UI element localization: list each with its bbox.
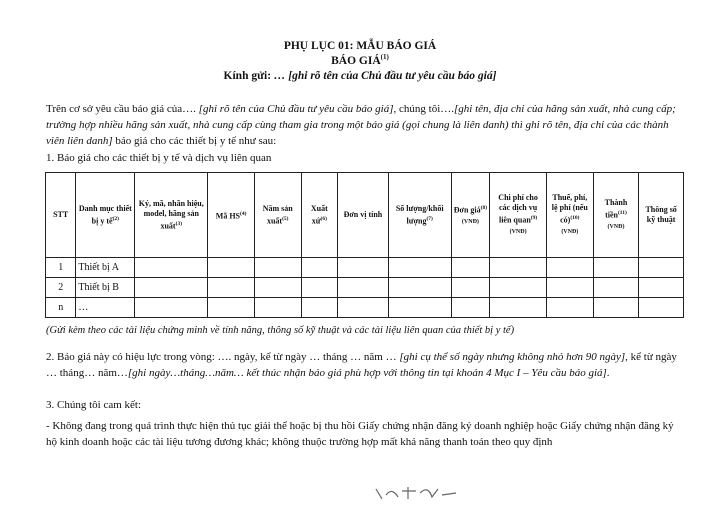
- empty-cell: [135, 278, 208, 298]
- header-label: Danh mục thiết bị y tế: [78, 203, 132, 226]
- table-row: [46, 298, 684, 318]
- empty-cell: [135, 258, 208, 278]
- row-stt: n: [46, 298, 76, 318]
- row-device-name: Thiết bị B: [76, 278, 135, 298]
- header-label: Thông số kỹ thuật: [645, 205, 677, 224]
- header-note: (6): [320, 215, 327, 222]
- empty-cell: [490, 258, 547, 278]
- empty-cell: [490, 298, 547, 318]
- empty-cell: [301, 278, 338, 298]
- empty-cell: [546, 278, 593, 298]
- empty-cell: [388, 278, 451, 298]
- header-label: Thuế, phí, lệ phí (nếu có): [551, 193, 588, 225]
- section-2-part-2: [ghi cụ thể số ngày nhưng không nhỏ hơn 90 ngày]: [399, 351, 626, 363]
- section-2-part-1: 2. Báo giá này có hiệu lực trong vòng: …. ngày, kể từ ngày … tháng … năm …: [46, 351, 400, 363]
- empty-cell: [451, 258, 490, 278]
- signature-scribble-icon: [372, 485, 462, 503]
- header-cell: [254, 173, 301, 258]
- empty-cell: [546, 258, 593, 278]
- header-note: (4): [240, 210, 247, 217]
- table-row: [46, 278, 684, 298]
- empty-cell: [135, 298, 208, 318]
- header-note: (9): [530, 215, 538, 222]
- intro-part-3: , chúng tôi….: [393, 103, 454, 115]
- empty-cell: [208, 258, 255, 278]
- empty-cell: [388, 298, 451, 318]
- addressee-line: [0, 70, 720, 82]
- section-3-title: 3. Chúng tôi cam kết:: [46, 399, 142, 411]
- section-2-paragraph: [46, 349, 678, 381]
- empty-cell: [593, 278, 639, 298]
- row-device-name: Thiết bị A: [76, 258, 135, 278]
- section-2-part-3: , kể từ ngày … tháng… năm…: [46, 351, 677, 379]
- row-device-name: …: [76, 298, 135, 318]
- intro-part-4: [ghi tên, địa chỉ của hãng sản xuất, nhà cung cấp; trường hợp nhiều hãng sản xuất, nhà cung cấp cùng tham gia trong một báo giá (gọi chung là liên danh) thì ghi rõ tên, địa chỉ của các thành viên liên danh]: [46, 103, 676, 147]
- appendix-title: PHỤ LỤC 01: MẪU BÁO GIÁ: [283, 40, 437, 52]
- header-label: Đơn giá: [453, 205, 481, 215]
- empty-cell: [639, 258, 684, 278]
- intro-paragraph: [46, 101, 678, 149]
- intro-part-2: [ghi rõ tên của Chủ đầu tư yêu cầu báo giá]: [198, 103, 394, 115]
- header-cell: [451, 173, 490, 258]
- header-cell: [593, 173, 639, 258]
- header-label: STT: [53, 210, 69, 219]
- empty-cell: [593, 258, 639, 278]
- empty-cell: [301, 298, 338, 318]
- header-note: (3): [175, 220, 183, 227]
- header-cell: [338, 173, 389, 258]
- header-cell: [135, 173, 208, 258]
- header-cell: [490, 173, 547, 258]
- header-cell: [76, 173, 135, 258]
- header-note: (11): [617, 210, 627, 217]
- table-note: (Gửi kèm theo các tài liệu chứng minh về tính năng, thông số kỹ thuật và các tài liệu liên quan của thiết bị y tế): [46, 325, 515, 336]
- header-cell: [546, 173, 593, 258]
- empty-cell: [254, 298, 301, 318]
- addressee-value: … [ghi rõ tên của Chủ đầu tư yêu cầu báo giá]: [273, 70, 497, 82]
- empty-cell: [338, 258, 389, 278]
- empty-cell: [338, 278, 389, 298]
- header-unit: (VNĐ): [461, 218, 479, 225]
- empty-cell: [388, 258, 451, 278]
- table-row: [46, 258, 684, 278]
- header-label: Năm sản xuất: [262, 203, 293, 226]
- header-label: Thành tiền: [604, 198, 628, 220]
- section-2-part-5: .: [606, 367, 610, 379]
- section-1-title: 1. Báo giá cho các thiết bị y tế và dịch vụ liên quan: [46, 152, 272, 164]
- empty-cell: [254, 278, 301, 298]
- intro-part-5: báo giá cho các thiết bị y tế như sau:: [112, 135, 277, 147]
- header-cell: [301, 173, 338, 258]
- header-unit: (VNĐ): [607, 223, 625, 230]
- header-note: (2): [112, 215, 119, 222]
- quote-table: [45, 172, 684, 318]
- header-label: Chi phí cho các dịch vụ liên quan: [498, 193, 538, 225]
- empty-cell: [490, 278, 547, 298]
- empty-cell: [451, 298, 490, 318]
- header-label: Ký, mã, nhãn hiệu, model, hãng sản xuất: [138, 198, 204, 231]
- empty-cell: [451, 278, 490, 298]
- row-stt: 1: [46, 258, 76, 278]
- header-label: Mã HS: [215, 211, 240, 221]
- empty-cell: [593, 298, 639, 318]
- section-3-bullet: - Không đang trong quá trình thực hiện thủ tục giải thể hoặc bị thu hồi Giấy chứng nhận đăng ký doanh nghiệp hoặc Giấy chứng nhận đăng ký hộ kinh doanh hoặc các tài liệu tương đương khác; không thuộc trường hợp mất khả năng thanh toán theo quy định: [46, 420, 674, 448]
- addressee-label: Kính gửi:: [223, 70, 272, 82]
- header-cell: [388, 173, 451, 258]
- row-stt: 2: [46, 278, 76, 298]
- section-2-part-4: [ghi ngày…tháng…năm… kết thúc nhận báo giá phù hợp với thông tin tại khoản 4 Mục I – Yêu cầu báo giá]: [127, 367, 607, 379]
- header-cell: [46, 173, 76, 258]
- header-label: Xuất xứ: [310, 203, 328, 226]
- empty-cell: [208, 298, 255, 318]
- empty-cell: [639, 278, 684, 298]
- header-cell: [208, 173, 255, 258]
- header-label: Đơn vị tính: [343, 210, 383, 219]
- empty-cell: [208, 278, 255, 298]
- intro-part-1: Trên cơ sở yêu cầu báo giá của….: [46, 103, 199, 115]
- header-label: Số lượng/khối lượng: [395, 203, 444, 226]
- header-note: (7): [426, 215, 433, 222]
- empty-cell: [338, 298, 389, 318]
- header-note: (10): [570, 215, 580, 222]
- header-unit: (VNĐ): [509, 228, 527, 235]
- quote-title: [0, 53, 720, 67]
- header-unit: (VNĐ): [561, 228, 579, 235]
- empty-cell: [254, 258, 301, 278]
- empty-cell: [301, 258, 338, 278]
- header-note: (5): [282, 215, 289, 222]
- table-header-row: [46, 173, 684, 258]
- quote-title-note: (1): [380, 53, 389, 61]
- empty-cell: [639, 298, 684, 318]
- empty-cell: [546, 298, 593, 318]
- quote-title-text: BÁO GIÁ: [331, 54, 381, 67]
- header-cell: [639, 173, 684, 258]
- header-note: (8): [480, 205, 488, 212]
